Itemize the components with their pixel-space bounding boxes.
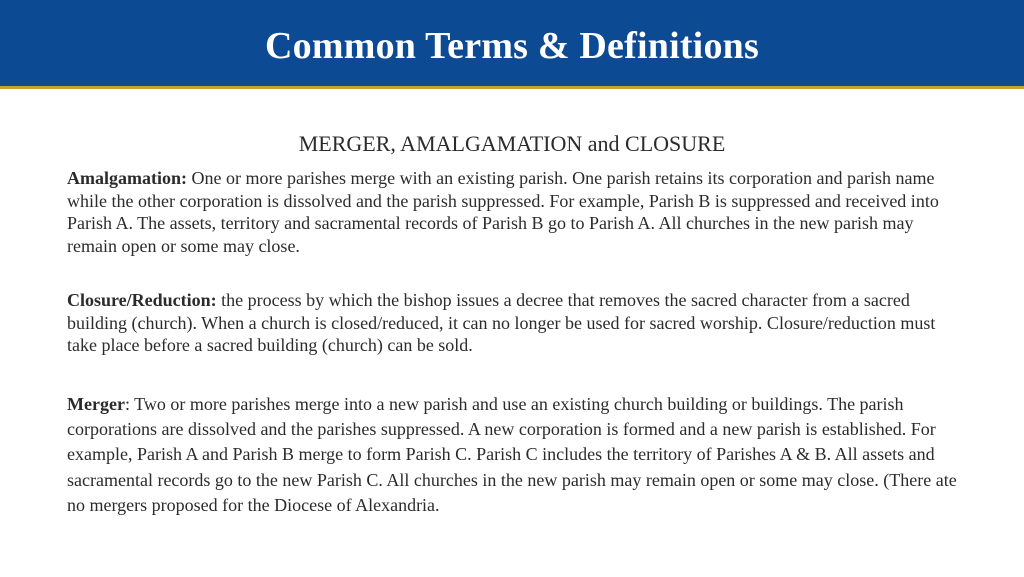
definition-amalgamation [67, 167, 957, 257]
definition-closure [67, 289, 957, 357]
definition-merger [67, 392, 957, 518]
definition-text: One or more parishes merge with an existing parish. One parish retains its corporation and parish name while the other corporation is dissolved and the parish suppressed. For example, Parish B is suppressed and received into Parish A. The assets, territory and sacramental records of Parish B go to Parish A. All churches in the new parish may remain open or some may close. [67, 168, 939, 256]
term-merger: Merger [67, 394, 125, 414]
header-accent-line [0, 86, 1024, 89]
definition-text: : Two or more parishes merge into a new parish and use an existing church building or buildings. The parish corporations are dissolved and the parishes suppressed. A new corporation is formed and a new parish is established. For example, Parish A and Parish B merge to form Parish C. Parish C includes the territory of Parishes A & B. All assets and sacramental records go to the new Parish C. All churches in the new parish may remain open or some may close. (There ate no mergers proposed for the Diocese of Alexandria. [67, 394, 957, 515]
term-amalgamation: Amalgamation: [67, 168, 187, 188]
definition-text: the process by which the bishop issues a decree that removes the sacred character from a sacred building (church). When a church is closed/reduced, it can no longer be used for sacred worship. Closure/reduction must take place before a sacred building (church) can be sold. [67, 290, 936, 355]
term-closure: Closure/Reduction: [67, 290, 217, 310]
page-title: Common Terms & Definitions [265, 25, 759, 67]
section-title: MERGER, AMALGAMATION and CLOSURE [298, 131, 726, 156]
